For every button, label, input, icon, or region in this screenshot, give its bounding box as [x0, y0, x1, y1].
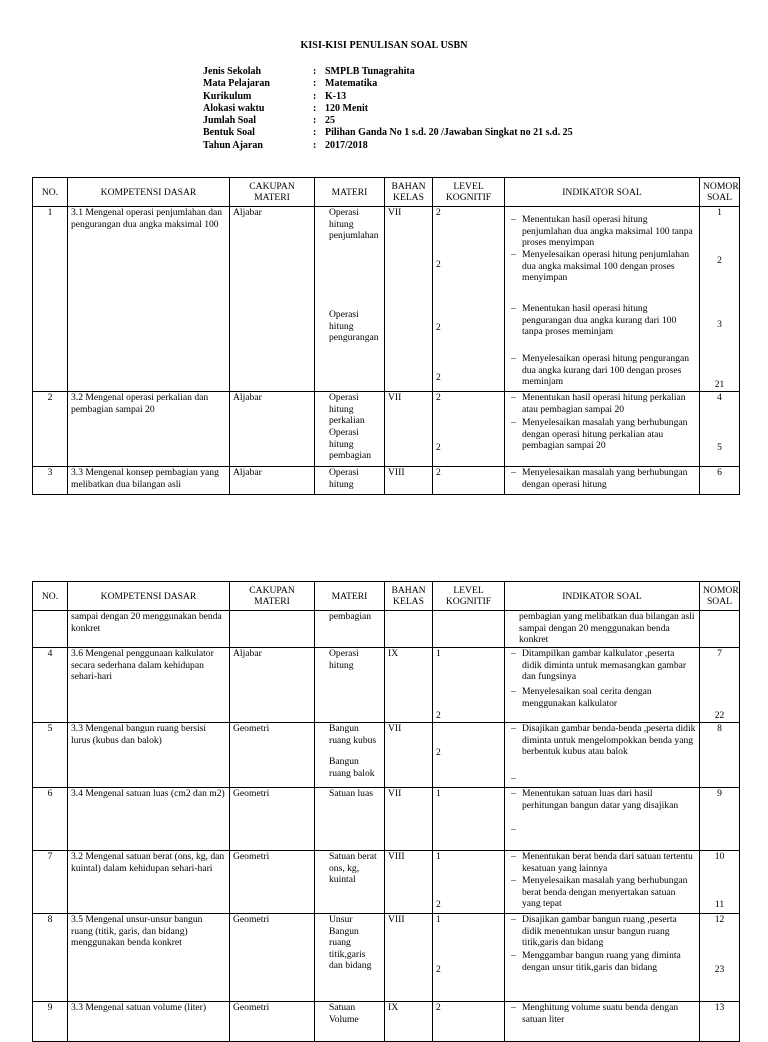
- indikator-item: – Menentukan hasil operasi hitung penjumlahan dua angka maksimal 100 tanpa proses menyimpan: [511, 214, 693, 249]
- header-kompetensi: KOMPETENSI DASAR: [68, 582, 230, 611]
- cell-no: 3: [33, 467, 68, 495]
- info-value: 120 Menit: [325, 102, 369, 114]
- cell-level: 1: [433, 788, 505, 851]
- indikator-item: – Menyelesaikan soal cerita dengan menggunakan kalkulator: [511, 686, 652, 709]
- header-indikator: INDIKATOR SOAL: [505, 582, 700, 611]
- cell-level: [433, 207, 505, 392]
- indikator-item: – Menyelesaikan operasi hitung penjumlahan dua angka maksimal 100 dengan proses menyimpan: [511, 249, 690, 284]
- level-value: 2: [436, 710, 441, 721]
- level-value: 2: [436, 442, 441, 453]
- cell-indikator: [505, 207, 700, 392]
- cell-nomor: [700, 611, 740, 648]
- cell-nomor: 6: [700, 467, 740, 495]
- header-no: NO.: [33, 178, 68, 207]
- header-indikator: INDIKATOR SOAL: [505, 178, 700, 207]
- cell-no: 4: [33, 648, 68, 723]
- nomor-value: 22: [714, 710, 725, 721]
- info-value: Matematika: [325, 78, 378, 90]
- indikator-item: – Ditampilkan gambar kalkulator ,peserta didik diminta untuk memasangkan gambar dan fungsinya: [511, 648, 687, 683]
- info-label: Kurikulum: [203, 90, 252, 102]
- cell-no: [33, 611, 68, 648]
- cell-nomor: [700, 392, 740, 467]
- cell-kelas: IX: [385, 648, 433, 723]
- indikator-item: – Disajikan gambar bangun ruang ,peserta didik menentukan unsur bangun ruang titik,garis dan bidang: [511, 914, 677, 949]
- level-value: 2: [436, 964, 441, 975]
- indikator-item: – Menyelesaikan masalah yang berhubungan dengan operasi hitung perkalian atau pembagian sampai 20: [511, 417, 688, 452]
- nomor-value: 7: [717, 648, 722, 659]
- nomor-value: 12: [714, 914, 725, 925]
- cell-nomor: [700, 207, 740, 392]
- header-bahan-kelas: BAHAN KELAS: [385, 582, 433, 611]
- indikator-item: – Menyelesaikan masalah yang berhubungan berat benda dengan menyertakan satuan yang tepat: [511, 875, 688, 910]
- cell-kelas: VII: [385, 207, 433, 392]
- materi-item: Operasi hitung pembagian: [329, 427, 372, 462]
- cell-nomor: [700, 851, 740, 914]
- info-label: Tahun Ajaran: [203, 139, 263, 151]
- indikator-item: – Menyelesaikan masalah yang berhubungan dengan operasi hitung: [511, 467, 688, 490]
- nomor-value: 3: [717, 319, 722, 330]
- cell-materi: Unsur Bangun ruang titik,garis dan bidang: [315, 914, 385, 1002]
- table-row: [33, 723, 740, 788]
- header-level: LEVEL KOGNITIF: [433, 582, 505, 611]
- header-no: NO.: [33, 582, 68, 611]
- info-colon: :: [313, 66, 317, 77]
- cell-indikator: [505, 723, 700, 788]
- level-value: 2: [436, 747, 441, 758]
- indikator-item: –: [511, 773, 516, 784]
- cell-level: [433, 611, 505, 648]
- info-value: 2017/2018: [325, 139, 368, 151]
- cell-kompetensi: sampai dengan 20 menggunakan benda konkret: [68, 611, 230, 648]
- cell-no: 6: [33, 788, 68, 851]
- info-colon: :: [313, 115, 317, 127]
- cell-kelas: VII: [385, 788, 433, 851]
- indikator-item: – Menentukan hasil operasi hitung perkalian atau pembagian sampai 20: [511, 392, 686, 415]
- table-header-row: [33, 178, 740, 207]
- info-block: [203, 66, 573, 152]
- nomor-value: 5: [717, 442, 722, 453]
- header-nomor: NOMOR SOAL: [700, 582, 740, 611]
- cell-no: 1: [33, 207, 68, 392]
- cell-kompetensi: 3.4 Mengenal satuan luas (cm2 dan m2): [68, 788, 230, 851]
- info-value: 25: [325, 115, 335, 127]
- header-kompetensi: KOMPETENSI DASAR: [68, 178, 230, 207]
- table-row: [33, 914, 740, 1002]
- level-value: 2: [436, 899, 441, 910]
- cell-indikator: pembagian yang melibatkan dua bilangan asli sampai dengan 20 menggunakan benda konkret: [505, 611, 700, 648]
- nomor-value: 10: [714, 851, 725, 862]
- materi-item: Operasi hitung perkalian: [329, 392, 365, 427]
- cell-kelas: VIII: [385, 467, 433, 495]
- info-colon: :: [313, 127, 317, 139]
- table-row: [33, 648, 740, 723]
- header-bahan-kelas: BAHAN KELAS: [385, 178, 433, 207]
- cell-materi: Operasi hitung: [315, 648, 385, 723]
- cell-indikator: [505, 467, 700, 495]
- document-title: KISI-KISI PENULISAN SOAL USBN: [300, 40, 468, 51]
- indikator-item: –: [511, 824, 516, 835]
- table-row: [33, 611, 740, 648]
- table-row: [33, 851, 740, 914]
- info-row: [203, 78, 573, 90]
- level-value: 2: [436, 322, 441, 333]
- cell-indikator: [505, 851, 700, 914]
- cell-cakupan: Aljabar: [230, 392, 315, 467]
- cell-level: 2: [433, 1002, 505, 1042]
- info-colon: :: [313, 90, 317, 102]
- cell-kelas: IX: [385, 1002, 433, 1042]
- materi-item: Operasi hitung penjumlahan: [329, 207, 379, 242]
- cell-cakupan: [230, 611, 315, 648]
- cell-materi: Satuan Volume: [315, 1002, 385, 1042]
- cell-level: [433, 648, 505, 723]
- info-row: [203, 140, 573, 152]
- cell-kompetensi: 3.2 Mengenal satuan berat (ons, kg, dan kuintal) dalam kehidupan sehari-hari: [68, 851, 230, 914]
- indikator-item: – Menentukan berat benda dari satuan tertentu kesatuan yang lainnya: [511, 851, 693, 874]
- info-colon: :: [313, 102, 317, 114]
- cell-nomor: [700, 648, 740, 723]
- cell-kelas: VII: [385, 392, 433, 467]
- cell-cakupan: Geometri: [230, 723, 315, 788]
- info-colon: :: [313, 78, 317, 90]
- info-label: Jenis Sekolah: [203, 66, 262, 77]
- level-value: 2: [436, 207, 441, 218]
- level-value: 1: [436, 851, 441, 862]
- materi-item: Bangun ruang kubus: [329, 723, 377, 746]
- cell-kelas: [385, 611, 433, 648]
- header-materi: MATERI: [315, 582, 385, 611]
- info-value: SMPLB Tunagrahita: [325, 66, 415, 77]
- info-label: Bentuk Soal: [203, 127, 255, 139]
- cell-cakupan: Geometri: [230, 851, 315, 914]
- info-label: Jumlah Soal: [203, 115, 257, 127]
- level-value: 2: [436, 392, 441, 403]
- cell-nomor: 13: [700, 1002, 740, 1042]
- materi-item: Operasi hitung pengurangan: [329, 309, 379, 344]
- cell-materi: [315, 207, 385, 392]
- cell-materi: [315, 723, 385, 788]
- cell-kompetensi: 3.5 Mengenal unsur-unsur bangun ruang (titik, garis, dan bidang) menggunakan benda konkret: [68, 914, 230, 1002]
- header-cakupan: CAKUPAN MATERI: [230, 582, 315, 611]
- info-colon: :: [313, 139, 317, 151]
- nomor-value: 1: [717, 207, 722, 218]
- cell-level: [433, 914, 505, 1002]
- cell-kelas: VII: [385, 723, 433, 788]
- cell-indikator: [505, 788, 700, 851]
- nomor-value: 23: [714, 964, 725, 975]
- cell-kompetensi: 3.6 Mengenal penggunaan kalkulator secara sederhana dalam kehidupan sehari-hari: [68, 648, 230, 723]
- indikator-item: – Menggambar bangun ruang yang diminta dengan unsur titik,garis dan bidang: [511, 950, 681, 973]
- cell-materi: Satuan berat ons, kg, kuintal: [315, 851, 385, 914]
- cell-cakupan: Aljabar: [230, 467, 315, 495]
- nomor-value: 4: [717, 392, 722, 403]
- level-value: 2: [436, 259, 441, 270]
- info-row: [203, 66, 573, 78]
- cell-cakupan: Aljabar: [230, 648, 315, 723]
- kisi-table-1: [32, 177, 740, 495]
- level-value: 2: [436, 372, 441, 383]
- cell-kompetensi: 3.3 Mengenal bangun ruang bersisi lurus (kubus dan balok): [68, 723, 230, 788]
- cell-kompetensi: 3.3 Mengenal konsep pembagian yang melibatkan dua bilangan asli: [68, 467, 230, 495]
- nomor-value: 2: [717, 255, 722, 266]
- cell-nomor: 8: [700, 723, 740, 788]
- cell-materi: pembagian: [315, 611, 385, 648]
- cell-indikator: [505, 1002, 700, 1042]
- cell-kompetensi: 3.3 Mengenal satuan volume (liter): [68, 1002, 230, 1042]
- info-value: Pilihan Ganda No 1 s.d. 20 /Jawaban Singkat no 21 s.d. 25: [325, 127, 573, 139]
- cell-indikator: [505, 392, 700, 467]
- cell-materi: Operasi hitung: [315, 467, 385, 495]
- indikator-item: – Menyelesaikan operasi hitung pengurangan dua angka kurang dari 100 dengan proses meminjam: [511, 353, 690, 388]
- info-label: Alokasi waktu: [203, 102, 265, 114]
- cell-kelas: VIII: [385, 851, 433, 914]
- cell-kompetensi: 3.2 Mengenal operasi perkalian dan pembagian sampai 20: [68, 392, 230, 467]
- cell-cakupan: Geometri: [230, 788, 315, 851]
- header-materi: MATERI: [315, 178, 385, 207]
- cell-cakupan: Aljabar: [230, 207, 315, 392]
- indikator-item: – Menghitung volume suatu benda dengan satuan liter: [511, 1002, 679, 1025]
- info-row: [203, 91, 573, 103]
- table-row: [33, 1002, 740, 1042]
- cell-no: 7: [33, 851, 68, 914]
- cell-kelas: VIII: [385, 914, 433, 1002]
- cell-indikator: [505, 914, 700, 1002]
- cell-materi: [315, 392, 385, 467]
- cell-level: [433, 723, 505, 788]
- info-row: [203, 127, 573, 139]
- cell-kompetensi: 3.1 Mengenal operasi penjumlahan dan pengurangan dua angka maksimal 100: [68, 207, 230, 392]
- info-row: [203, 103, 573, 115]
- cell-cakupan: Geometri: [230, 1002, 315, 1042]
- cell-level: [433, 392, 505, 467]
- cell-level: 2: [433, 467, 505, 495]
- cell-indikator: [505, 648, 700, 723]
- cell-no: 9: [33, 1002, 68, 1042]
- level-value: 1: [436, 914, 441, 925]
- table-row: [33, 207, 740, 392]
- materi-item: Bangun ruang balok: [329, 756, 375, 779]
- info-value: K-13: [325, 90, 347, 102]
- cell-no: 5: [33, 723, 68, 788]
- header-cakupan: CAKUPAN MATERI: [230, 178, 315, 207]
- cell-no: 2: [33, 392, 68, 467]
- nomor-value: 11: [714, 899, 725, 910]
- info-row: [203, 115, 573, 127]
- kisi-table-2: [32, 581, 740, 1042]
- info-label: Mata Pelajaran: [203, 78, 270, 90]
- header-level: LEVEL KOGNITIF: [433, 178, 505, 207]
- cell-no: 8: [33, 914, 68, 1002]
- indikator-item: – Disajikan gambar benda-benda ,peserta didik diminta untuk mengelompokkan benda yang berbentuk kubus atau balok: [511, 723, 696, 758]
- table-row: [33, 788, 740, 851]
- indikator-item: – Menentukan satuan luas dari hasil perhitungan bangun datar yang disajikan: [511, 788, 679, 811]
- cell-cakupan: Geometri: [230, 914, 315, 1002]
- header-nomor: NOMOR SOAL: [700, 178, 740, 207]
- table-header-row: [33, 582, 740, 611]
- table-row: [33, 392, 740, 467]
- level-value: 1: [436, 648, 441, 659]
- indikator-item: – Menentukan hasil operasi hitung pengurangan dua angka kurang dari 100 tanpa proses meminjam: [511, 303, 677, 338]
- cell-nomor: [700, 914, 740, 1002]
- cell-nomor: 9: [700, 788, 740, 851]
- nomor-value: 21: [714, 379, 725, 390]
- table-row: [33, 467, 740, 495]
- cell-materi: Satuan luas: [315, 788, 385, 851]
- cell-level: [433, 851, 505, 914]
